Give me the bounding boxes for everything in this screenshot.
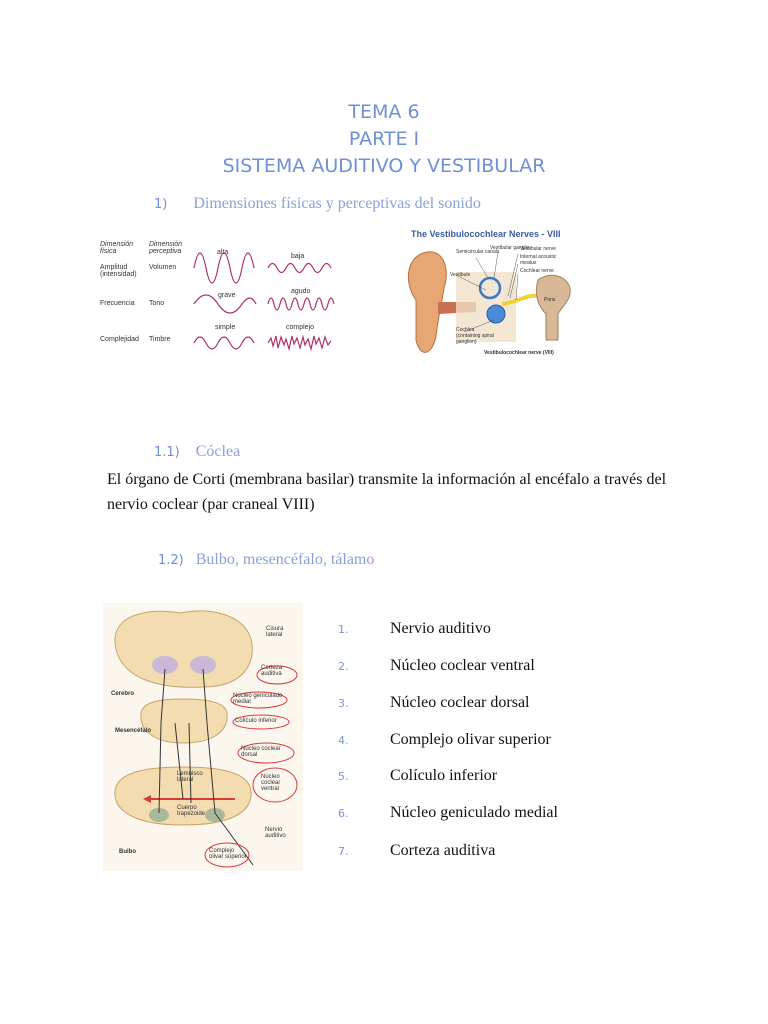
label-cerebro: Cerebro	[111, 691, 135, 697]
wave-grave	[194, 295, 256, 313]
wave-baja	[268, 264, 331, 273]
list-item	[338, 842, 495, 860]
body-paragraph: El órgano de Corti (membrana basilar) transmite la información al encéfalo a través del nervio coclear (par craneal VIII)	[107, 471, 667, 513]
label-corteza: Corteza auditiva	[261, 665, 283, 677]
label-geniculado: Núcleo geniculado medial	[233, 693, 283, 705]
list-item-text: Corteza auditiva	[390, 842, 496, 859]
list-item-text: Complejo olivar superior	[390, 731, 551, 748]
label-vestibule: Vestibule	[450, 272, 471, 278]
row-2-physical: Frecuencia	[100, 300, 135, 307]
list-item-number: 7.	[338, 845, 349, 858]
row-3-physical: Complejidad	[100, 336, 139, 343]
list-item-text: Núcleo coclear ventral	[390, 657, 535, 674]
wave-label-simple: simple	[215, 324, 236, 331]
section-1-1-heading	[154, 443, 240, 461]
list-item-number: 6.	[338, 807, 349, 820]
list-item-number: 1.	[338, 623, 349, 636]
label-vestibular-nerve: Vestibular nerve	[520, 246, 556, 252]
list-item	[338, 657, 535, 675]
section-1-2-heading	[158, 551, 374, 569]
label-bulbo: Bulbo	[119, 849, 136, 855]
wave-label-baja: baja	[291, 253, 305, 260]
wave-label-agudo: agudo	[291, 288, 311, 295]
col-perceptive-label: Dimensión perceptiva	[149, 241, 183, 255]
label-olivar: Complejo olivar superior	[209, 848, 247, 860]
row-1-perceptive: Volumen	[149, 264, 177, 271]
label-cuerpo: Cuerpo trapezoide	[177, 805, 206, 817]
list-item-number: 3.	[338, 697, 349, 710]
sound-waves	[98, 238, 348, 363]
page-topic: SISTEMA AUDITIVO Y VESTIBULAR	[222, 155, 546, 177]
label-cochlear-nerve: Cochlear nerve	[520, 268, 554, 274]
label-semicircular: Semicircular canals	[456, 249, 500, 255]
label-coliculo: Colículo inferior	[235, 718, 277, 724]
col-physical-label: Dimensión física	[100, 241, 134, 255]
wave-complejo	[268, 336, 331, 349]
section-1-2-number: 1.2)	[158, 553, 184, 568]
wave-alta	[194, 253, 254, 283]
list-item-text: Colículo inferior	[390, 767, 498, 784]
row-1-physical: Amplitud (intensidad)	[100, 264, 137, 278]
label-pons: Pons	[544, 297, 556, 303]
list-item	[338, 767, 497, 785]
wave-label-alta: alta	[217, 249, 229, 256]
sound-dimensions-figure	[98, 238, 348, 363]
list-item	[338, 620, 491, 638]
label-dorsal: Núcleo coclear dorsal	[241, 746, 281, 758]
midbrain-shape	[141, 699, 227, 743]
section-1-title: Dimensiones físicas y perceptivas del sonido	[193, 195, 481, 212]
wave-agudo	[268, 298, 334, 310]
section-1-number: 1)	[154, 197, 168, 212]
wave-label-complejo: complejo	[286, 324, 315, 331]
wave-simple	[194, 337, 254, 349]
label-cisura: Cisura lateral	[266, 626, 284, 638]
section-1-1-number: 1.1)	[154, 445, 180, 460]
label-nervio: Nervio auditivo	[265, 827, 286, 839]
label-vestibular-ganglia: Vestibular ganglia	[490, 245, 530, 251]
label-nerve-viii: Vestibulocochlear nerve (VIII)	[484, 350, 554, 356]
label-ventral: Núcleo coclear ventral	[261, 774, 281, 792]
ear-figure	[398, 226, 583, 361]
brain-figure	[103, 603, 303, 871]
list-item-text: Núcleo geniculado medial	[390, 804, 558, 821]
page-subtitle: PARTE I	[348, 128, 420, 150]
label-cochlea: Cochlea (containing spiral ganglion)	[456, 327, 494, 345]
section-1-1-title: Cóclea	[195, 443, 241, 460]
list-item-number: 4.	[338, 734, 349, 747]
list-item-number: 5.	[338, 770, 349, 783]
cochlea-shape	[487, 305, 505, 323]
row-3-perceptive: Timbre	[149, 336, 171, 343]
list-item-text: Nervio auditivo	[390, 620, 491, 637]
row-2-perceptive: Tono	[149, 300, 165, 307]
cerebrum-shape	[115, 611, 252, 687]
label-mesencefalo: Mesencéfalo	[115, 728, 152, 734]
list-item	[338, 804, 558, 822]
list-item-number: 2.	[338, 660, 349, 673]
list-item	[338, 694, 529, 712]
label-internal-meatus: Internal acoustic meatus	[520, 254, 557, 266]
section-1-heading	[154, 195, 481, 213]
list-item-text: Núcleo coclear dorsal	[390, 694, 530, 711]
label-lemnisco: Lemnisco lateral	[177, 771, 203, 783]
pons-shape	[536, 275, 570, 340]
section-1-2-title: Bulbo, mesencéfalo, tálamo	[195, 551, 375, 568]
ear-figure-title: The Vestibulocochlear Nerves - VIII	[411, 229, 561, 239]
wave-label-grave: grave	[218, 292, 236, 299]
list-item	[338, 731, 551, 749]
page-title: TEMA 6	[348, 101, 420, 123]
